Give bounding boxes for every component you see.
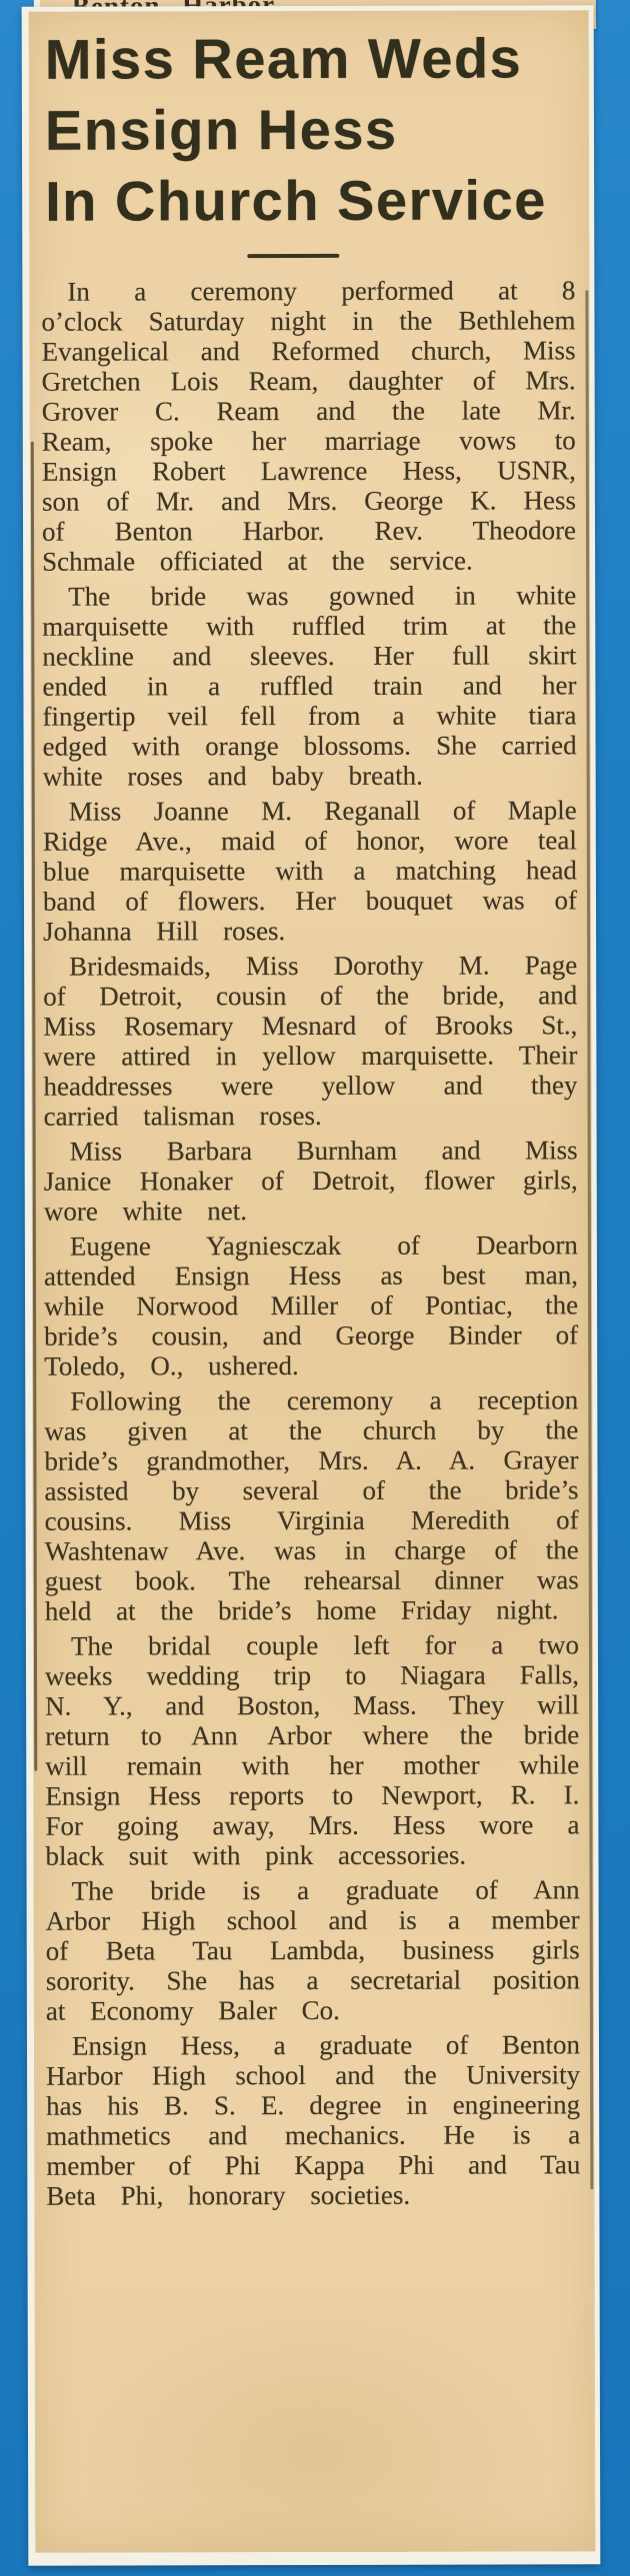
article-paragraph: Following the ceremony a reception was given at the church by the bride’s grandmother, Mrs. A. A. Grayer assisted by several of the bride’s cousins. Miss Virginia Meredith of Washtenaw Ave. was in charge of the guest book. The rehearsal dinner was held at the bride’s home Friday night.: [44, 1384, 579, 1626]
article-paragraph: In a ceremony performed at 8 o’clock Saturday night in the Bethlehem Evangelical and Reformed church, Miss Gretchen Lois Ream, daughter of Mrs. Grover C. Ream and the late Mr. Ream, spoke her marriage vows to Ensign Robert Lawrence Hess, USNR, son of Mr. and Mrs. George K. Hess of Benton Harbor. Rev. Theodore Schmale officiated at the service.: [41, 275, 577, 577]
article-paragraph: The bride is a graduate of Ann Arbor High school and is a member of Beta Tau Lambda, business girls sorority. She has a secretarial position at Economy Baler Co.: [45, 1874, 580, 2026]
newspaper-clipping: [29, 10, 596, 2552]
headline-line-1: Miss Ream Weds: [44, 26, 523, 91]
article-paragraph: Bridesmaids, Miss Dorothy M. Page of Detroit, cousin of the bride, and Miss Rosemary Mesnard of Brooks St., were attired in yellow marquisette. Their headdresses were yellow and they carried talisman roses.: [43, 950, 578, 1132]
article-paragraph: The bridal couple left for a two weeks wedding trip to Niagara Falls, N. Y., and Boston, Mass. They will return to Ann Arbor where the bride will remain with her mother while Ensign Hess reports to Newport, R. I. For going away, Mrs. Hess wore a black suit with pink accessories.: [44, 1629, 580, 1871]
article-body: [29, 269, 594, 2210]
headline-divider: [247, 254, 339, 258]
article-paragraph: The bride was gowned in white marquisette with ruffled trim at the neckline and sleeves. Her full skirt ended in a ruffled train and her fingertip veil fell from a white tiara edged with orange blossoms. She carried white roses and baby breath.: [42, 580, 577, 792]
headline-line-2: Ensign Hess: [44, 97, 398, 162]
article-paragraph: Eugene Yagniesczak of Dearborn attended Ensign Hess as best man, while Norwood Miller of Pontiac, the bride’s cousin, and George Binder of Toledo, O., ushered.: [43, 1230, 579, 1381]
clipping-torn-edge: [22, 5, 601, 2565]
article-paragraph: Miss Barbara Burnham and Miss Janice Honaker of Detroit, flower girls, wore white net.: [43, 1135, 578, 1227]
article-paragraph: Miss Joanne M. Reganall of Maple Ridge Ave., maid of honor, wore teal blue marquisette with a matching head band of flowers. Her bouquet was of Johanna Hill roses.: [42, 795, 578, 947]
headline-line-3: In Church Service: [45, 168, 547, 233]
article-headline: [45, 22, 580, 236]
article-paragraph: Ensign Hess, a graduate of Benton Harbor High school and the University has his B. S. E. degree in engineering mathmetics and mechanics. He is a member of Phi Kappa Phi and Tau Beta Phi, honorary societies.: [46, 2029, 581, 2211]
